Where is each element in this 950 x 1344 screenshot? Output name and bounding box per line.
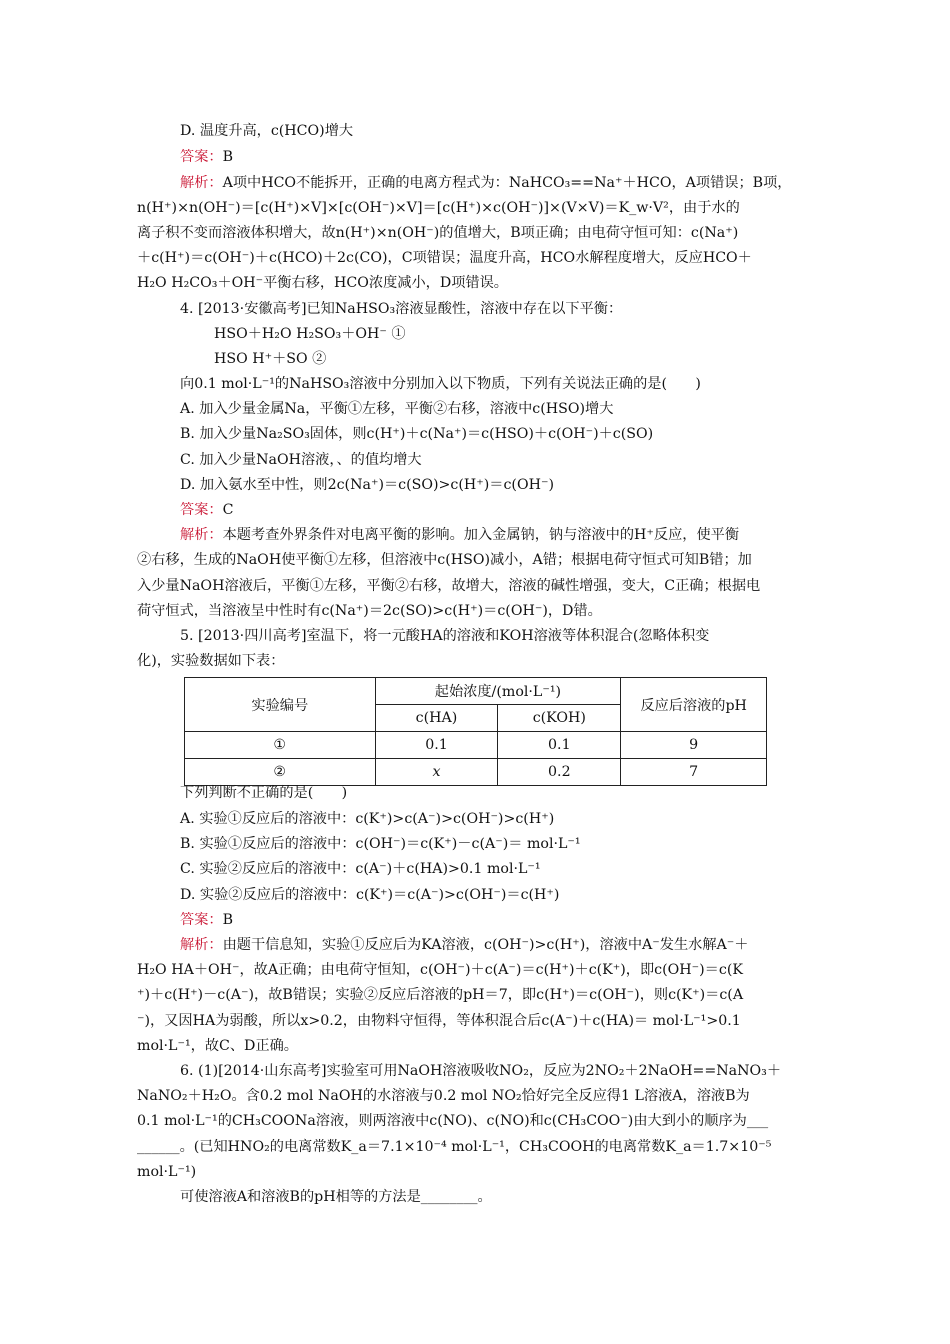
header-koh: c(KOH) <box>498 705 621 732</box>
cell-ph: 7 <box>621 759 767 786</box>
text-line: mol·L⁻¹) <box>137 1164 197 1180</box>
text-line: n(H⁺)×n(OH⁻)＝[c(H⁺)×V]×[c(OH⁻)×V]＝[c(H⁺)×c(OH⁻)]×(V×V)＝K_w·V²，由于水的 <box>137 200 740 216</box>
answer-line: 答案：B <box>180 149 234 165</box>
text-line: ②右移，生成的NaOH使平衡①左移，但溶液中c(HSO)减小，A错；根据电荷守恒式可知B错；加 <box>137 552 752 568</box>
question-6-stem: 6. (1)[2014·山东高考]实验室可用NaOH溶液吸收NO₂，反应为2NO₂＋2NaOH==NaNO₃＋ <box>180 1063 782 1079</box>
text-line: ______。(已知HNO₂的电离常数K_a＝7.1×10⁻⁴ mol·L⁻¹，CH₃COOH的电离常数K_a＝1.7×10⁻⁵ <box>137 1139 772 1155</box>
text-line: ⁺)＋c(H⁺)－c(A⁻)，故B错误；实验②反应后溶液的pH＝7，即c(H⁺)＝c(OH⁻)，则c(K⁺)＝c(A <box>137 987 744 1003</box>
option-a: A. 加入少量金属Na，平衡①左移，平衡②右移，溶液中c(HSO)增大 <box>180 401 614 417</box>
data-table <box>184 677 767 786</box>
text-line: H₂O HA＋OH⁻，故A正确；由电荷守恒知，c(OH⁻)＋c(A⁻)＝c(H⁺)＋c(K⁺)，即c(OH⁻)＝c(K <box>137 962 743 978</box>
cell-id: ① <box>185 732 376 759</box>
cell-koh: 0.2 <box>498 759 621 786</box>
text-line: 入少量NaOH溶液后，平衡①左移，平衡②右移，故增大，溶液的碱性增强，变大，C正确；根据电 <box>137 578 761 594</box>
header-id: 实验编号 <box>185 678 376 732</box>
analysis-line: 解析：A项中HCO不能拆开，正确的电离方程式为：NaHCO₃==Na⁺＋HCO，A项错误；B项， <box>180 175 792 191</box>
text-line: NaNO₂＋H₂O。含0.2 mol NaOH的水溶液与0.2 mol NO₂恰好完全反应得1 L溶液A，溶液B为 <box>137 1088 750 1104</box>
answer-line: 答案：C <box>180 502 234 518</box>
option-a: A. 实验①反应后的溶液中：c(K⁺)>c(A⁻)>c(OH⁻)>c(H⁺) <box>180 811 555 827</box>
text-line: mol·L⁻¹，故C、D正确。 <box>137 1038 298 1054</box>
equilibrium-1: HSO＋H₂O H₂SO₃＋OH⁻ ① <box>214 326 406 342</box>
cell-ha: x <box>375 759 498 786</box>
question-4-stem: 4. [2013·安徽高考]已知NaHSO₃溶液显酸性，溶液中存在以下平衡： <box>180 301 623 317</box>
option-d: D. 实验②反应后的溶液中：c(K⁺)＝c(A⁻)>c(OH⁻)＝c(H⁺) <box>180 887 560 903</box>
option-c: C. 加入少量NaOH溶液，、的值均增大 <box>180 452 422 468</box>
analysis-line: 解析：本题考查外界条件对电离平衡的影响。加入金属钠，钠与溶液中的H⁺反应，使平衡 <box>180 527 740 543</box>
option-d-line: D. 温度升高，c(HCO)增大 <box>180 123 354 139</box>
table-row <box>185 732 767 759</box>
question-4-prompt: 向0.1 mol·L⁻¹的NaHSO₃溶液中分别加入以下物质，下列有关说法正确的是( ) <box>180 376 701 392</box>
option-c: C. 实验②反应后的溶液中：c(A⁻)＋c(HA)>0.1 mol·L⁻¹ <box>180 861 541 877</box>
analysis-line: 解析：由题干信息知，实验①反应后为KA溶液，c(OH⁻)>c(H⁺)，溶液中A⁻发生水解A⁻＋ <box>180 937 749 953</box>
header-ha: c(HA) <box>375 705 498 732</box>
equilibrium-2: HSO H⁺＋SO ② <box>214 351 327 367</box>
text-line: 离子积不变而溶液体积增大，故n(H⁺)×n(OH⁻)的值增大，B项正确；由电荷守恒可知：c(Na⁺) <box>137 225 739 241</box>
header-ph: 反应后溶液的pH <box>621 678 767 732</box>
text-line: ⁻)，又因HA为弱酸，所以x>0.2，由物料守恒得，等体积混合后c(A⁻)＋c(HA)＝ mol·L⁻¹>0.1 <box>137 1013 741 1029</box>
cell-id: ② <box>185 759 376 786</box>
answer-line: 答案：B <box>180 912 234 928</box>
text-line: 化)，实验数据如下表： <box>137 653 285 669</box>
text-line: 0.1 mol·L⁻¹的CH₃COONa溶液，则两溶液中c(NO)、c(NO)和c(CH₃COO⁻)由大到小的顺序为___ <box>137 1113 769 1129</box>
cell-ph: 9 <box>621 732 767 759</box>
text-line: 荷守恒式，当溶液呈中性时有c(Na⁺)＝2c(SO)>c(H⁺)＝c(OH⁻)，D错。 <box>137 603 602 619</box>
question-5-prompt: 下列判断不正确的是( ) <box>180 785 348 801</box>
option-b: B. 实验①反应后的溶液中：c(OH⁻)＝c(K⁺)－c(A⁻)＝ mol·L⁻¹ <box>180 836 581 852</box>
cell-koh: 0.1 <box>498 732 621 759</box>
question-5-stem: 5. [2013·四川高考]室温下，将一元酸HA的溶液和KOH溶液等体积混合(忽略体积变 <box>180 628 710 644</box>
text-line: H₂O H₂CO₃＋OH⁻平衡右移，HCO浓度减小，D项错误。 <box>137 275 508 291</box>
question-6-prompt: 可使溶液A和溶液B的pH相等的方法是________。 <box>180 1189 492 1205</box>
option-d: D. 加入氨水至中性，则2c(Na⁺)＝c(SO)>c(H⁺)＝c(OH⁻) <box>180 477 554 493</box>
option-b: B. 加入少量Na₂SO₃固体，则c(H⁺)＋c(Na⁺)＝c(HSO)＋c(OH⁻)＋c(SO) <box>180 426 654 442</box>
text-line: ＋c(H⁺)＝c(OH⁻)＋c(HCO)＋2c(CO)，C项错误；温度升高，HCO水解程度增大，反应HCO＋ <box>137 250 752 266</box>
cell-ha: 0.1 <box>375 732 498 759</box>
header-conc: 起始浓度/(mol·L⁻¹) <box>375 678 621 705</box>
